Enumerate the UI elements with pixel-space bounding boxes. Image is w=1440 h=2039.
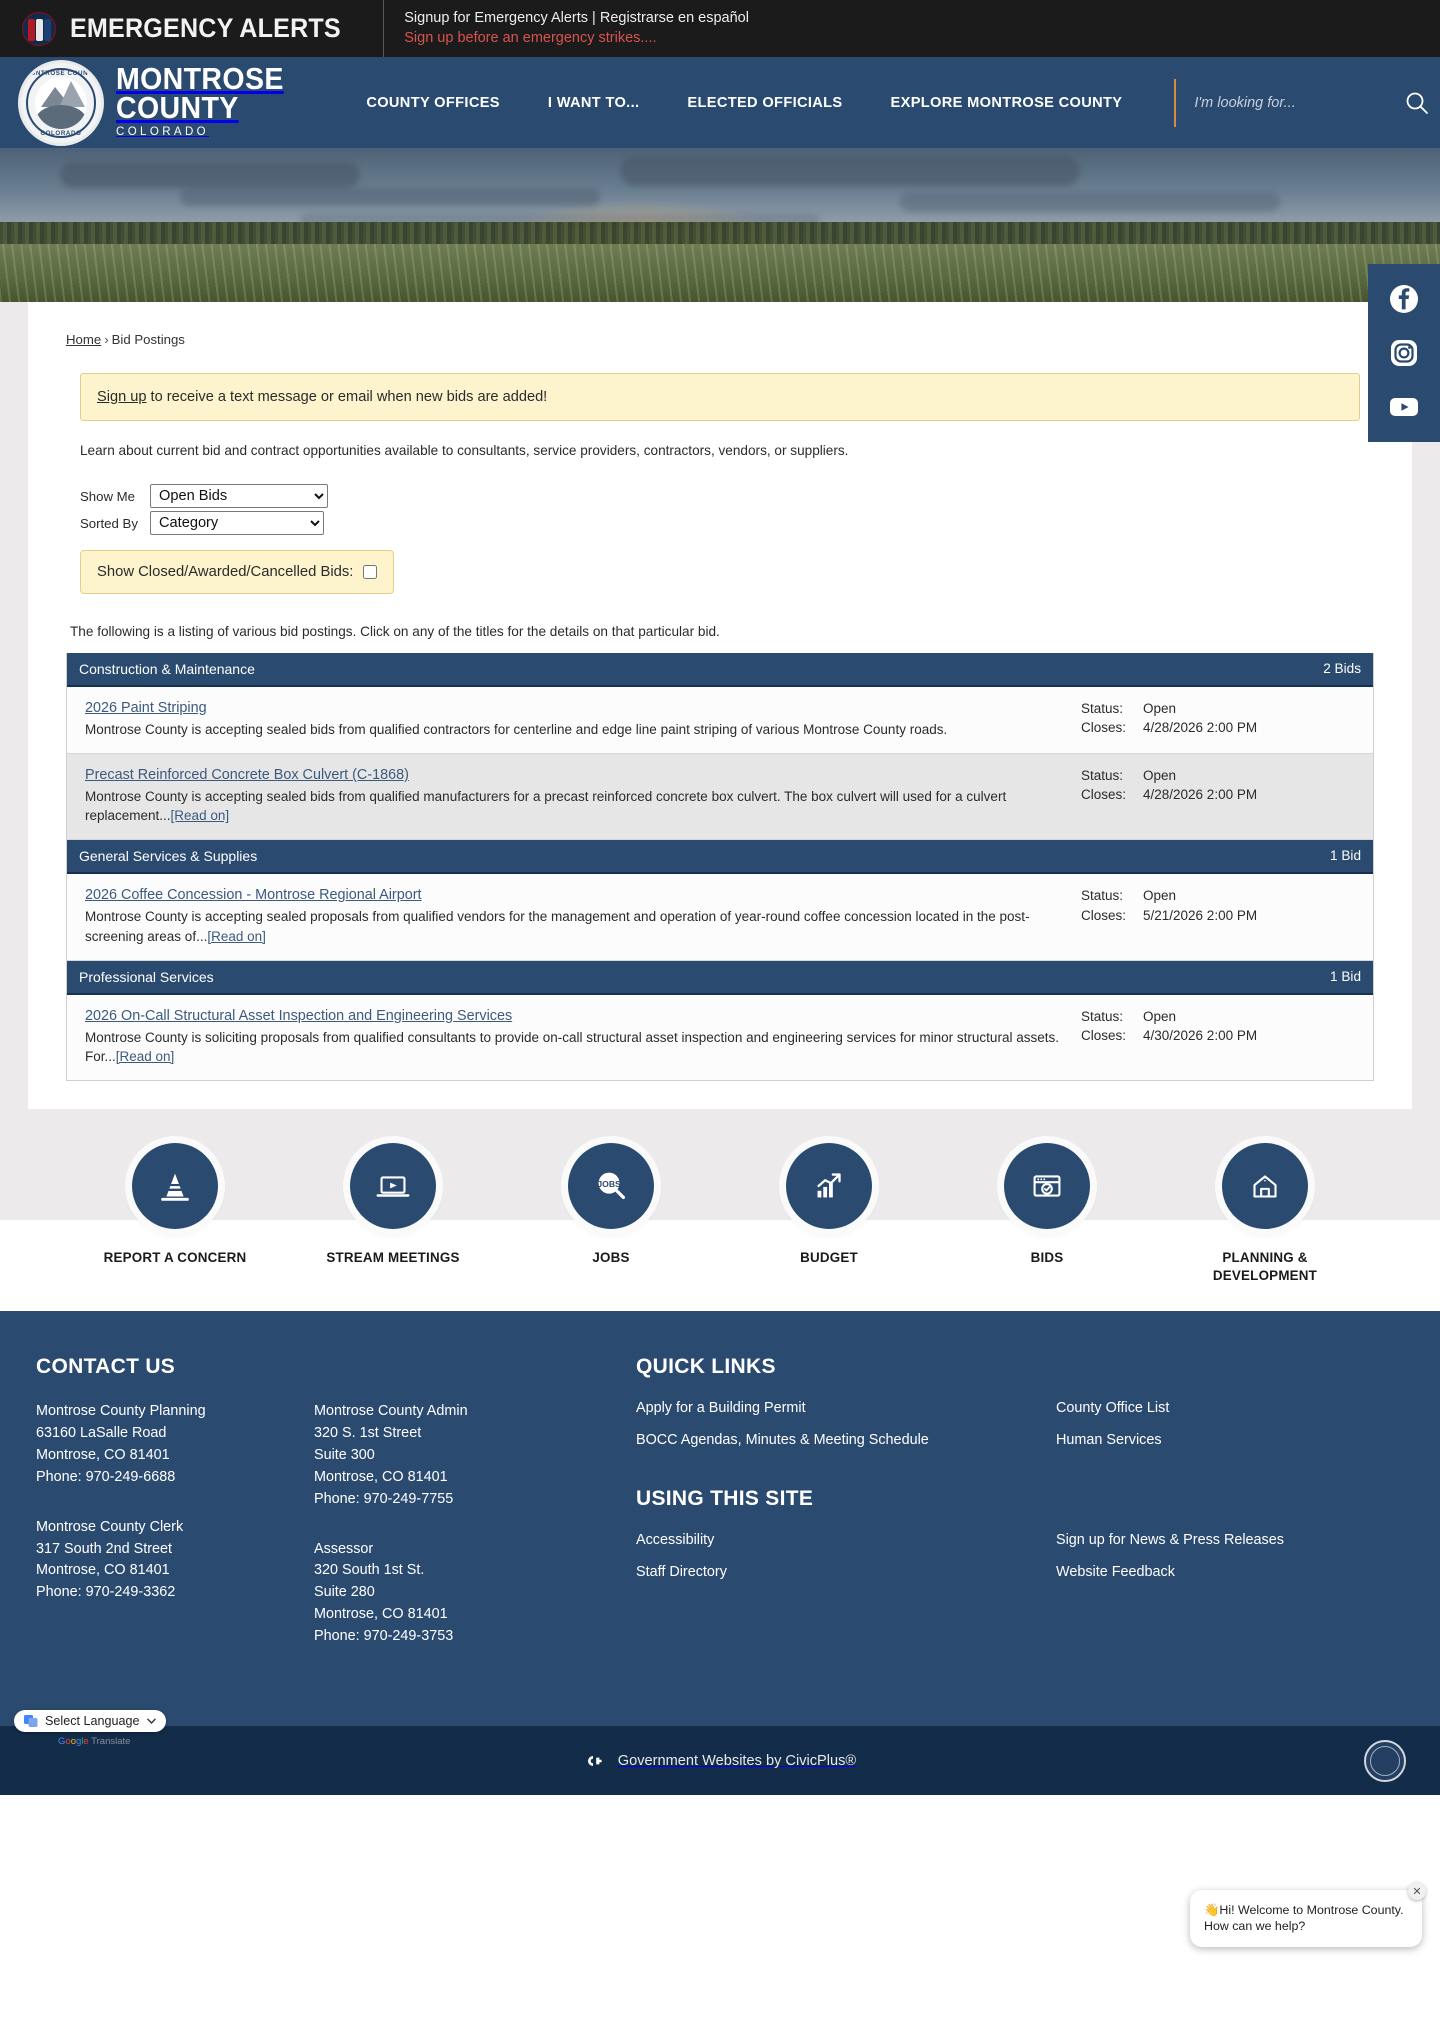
status-label: Status: [1081, 1008, 1124, 1024]
bid-category-name: Construction & Maintenance [79, 661, 255, 677]
quicklink-planning-development[interactable] [1180, 1143, 1350, 1285]
bid-meta [1081, 766, 1359, 825]
bid-meta-values [1143, 886, 1359, 945]
search-icon[interactable] [1404, 90, 1430, 116]
nav-item-county-offices[interactable]: COUNTY OFFICES [366, 94, 500, 111]
status-badge: Open [1143, 888, 1177, 904]
laptop-play-icon [350, 1143, 436, 1229]
footer-usingsite-col-right [1056, 1533, 1416, 1597]
contact-line: Suite 300 [314, 1446, 375, 1463]
svg-text:JOBS: JOBS [597, 1179, 621, 1190]
google-translate-widget [14, 1710, 166, 1747]
page-background [0, 302, 1440, 1109]
bid-category-count: 1 Bid [1330, 968, 1361, 984]
bar-chart-arrow-icon [786, 1143, 872, 1229]
select-language-label: Select Language [45, 1714, 140, 1728]
contact-line: Montrose, CO 81401 [36, 1446, 170, 1463]
footer-link-staff-directory[interactable]: Staff Directory [636, 1563, 727, 1580]
quicklink-label: STREAM MEETINGS [326, 1250, 460, 1266]
footer-usingsite-col-left [636, 1533, 1056, 1597]
signup-notice-link[interactable]: Sign up [97, 389, 147, 405]
contact-line: Montrose County Planning [36, 1403, 206, 1420]
show-closed-bids-label: Show Closed/Awarded/Cancelled Bids: [97, 564, 354, 580]
bid-meta-labels [1081, 699, 1143, 739]
closes-label: Closes: [1081, 907, 1127, 923]
contact-line: Montrose County Clerk [36, 1518, 184, 1535]
nav-item-i-want-to[interactable]: I WANT TO... [547, 94, 640, 111]
footer-link-accessibility[interactable]: Accessibility [636, 1531, 715, 1548]
footer-quicklinks-col-left [636, 1401, 1056, 1465]
status-label: Status: [1081, 888, 1124, 904]
bid-category-header [67, 653, 1373, 687]
quicklink-label: BIDS [1030, 1250, 1064, 1266]
bid-category-name: Professional Services [79, 968, 214, 985]
g-letter-1: G [58, 1736, 66, 1747]
emergency-alert-line-2 [404, 29, 749, 49]
footer-link-county-office-list[interactable]: County Office List [1056, 1400, 1170, 1417]
civicplus-credit-text: Government Websites by CivicPlus® [617, 1752, 857, 1769]
bid-meta-values [1143, 1007, 1359, 1066]
closes-value: 4/30/2026 2:00 PM [1143, 1027, 1258, 1043]
closes-value: 5/21/2026 2:00 PM [1143, 907, 1258, 923]
contact-phone: Phone: 970-249-6688 [36, 1468, 176, 1485]
social-media-rail [1368, 264, 1440, 442]
quicklink-bids[interactable] [962, 1143, 1132, 1285]
bid-main [85, 886, 1081, 945]
read-on-link[interactable]: [Read on] [170, 808, 230, 824]
bid-category-header [67, 961, 1373, 995]
contact-line: Assessor [314, 1540, 374, 1557]
footer-quicklinks-heading: QUICK LINKS [636, 1355, 776, 1379]
breadcrumb [66, 332, 1374, 347]
bid-description-text: Montrose County is soliciting proposals from qualified consultants to provide on-call structural asset inspection and engineering services for minor structural assets. For... [85, 1029, 1059, 1064]
civicplus-credit-link[interactable] [584, 1753, 856, 1769]
footer-link-website-feedback[interactable]: Website Feedback [1056, 1563, 1175, 1580]
contact-line: 63160 LaSalle Road [36, 1424, 167, 1441]
breadcrumb-home-link[interactable]: Home [66, 332, 102, 347]
read-on-link[interactable]: [Read on] [207, 928, 266, 944]
chevron-down-icon [147, 1718, 156, 1724]
status-label: Status: [1081, 701, 1124, 716]
table-row[interactable] [67, 754, 1373, 840]
quicklink-budget[interactable] [744, 1143, 914, 1285]
wordmark-line-3: COLORADO [116, 126, 210, 139]
quicklink-label: BUDGET [800, 1250, 858, 1266]
contact-phone: Phone: 970-249-3753 [314, 1628, 454, 1645]
bid-meta-labels [1081, 1007, 1143, 1066]
hero-banner-image [0, 148, 1440, 302]
breadcrumb-current: Bid Postings [111, 332, 185, 347]
closes-label: Closes: [1081, 787, 1127, 803]
footer-link-news-press-releases[interactable]: Sign up for News & Press Releases [1056, 1531, 1284, 1548]
content-card [28, 302, 1412, 1109]
footer-quicklinks-col-right [1056, 1401, 1416, 1465]
main-navigation [342, 61, 1146, 145]
table-row[interactable] [67, 995, 1373, 1080]
show-closed-bids-box [80, 550, 394, 594]
contact-phone: Phone: 970-249-3362 [36, 1584, 176, 1601]
translate-word: Translate [88, 1736, 131, 1747]
contact-line: 317 South 2nd Street [36, 1540, 173, 1557]
bid-title-link[interactable]: 2026 Paint Striping [85, 700, 207, 716]
bid-description [85, 1028, 1067, 1066]
g-letter-3: o [70, 1736, 76, 1747]
signup-notice-banner [80, 373, 1360, 421]
closes-value: 4/28/2026 2:00 PM [1143, 720, 1258, 736]
site-header [0, 57, 1440, 148]
site-search [1194, 90, 1430, 116]
contact-phone: Phone: 970-249-7755 [314, 1490, 454, 1507]
site-bottom-bar [0, 1714, 1440, 1795]
bid-description-text: Montrose County is accepting sealed bids from qualified manufacturers for a precast reinforced concrete box culvert. The box culvert will used for a culvert replacement... [85, 789, 1007, 824]
footer-link-bocc-agendas[interactable]: BOCC Agendas, Minutes & Meeting Schedule [636, 1431, 929, 1448]
contact-line: Montrose County Admin [314, 1403, 468, 1420]
seal-top-text: MONTROSE COUNTY [24, 69, 98, 77]
bid-description-text: Montrose County is accepting sealed proposals from qualified vendors for the management and operation of year-round coffee concession located in the post-screening areas of... [85, 909, 1030, 944]
chat-welcome-message[interactable]: 👋Hi! Welcome to Montrose County. How can we help? [1190, 1890, 1422, 1947]
contact-line: Suite 280 [314, 1584, 375, 1601]
footer-contact-block-clerk [36, 1517, 314, 1605]
contact-line: Montrose, CO 81401 [314, 1606, 448, 1623]
google-translate-credit [14, 1736, 166, 1747]
chat-widget [1190, 1885, 1422, 1947]
sorted-by-select[interactable] [150, 511, 324, 535]
registrarse-espanol-link[interactable]: Registrarse en español [599, 10, 749, 26]
wordmark-line-1: MONTROSE [116, 61, 284, 97]
emergency-alert-title: EMERGENCY ALERTS [70, 13, 341, 43]
site-logo-link[interactable] [18, 60, 298, 146]
footer-contact-heading: CONTACT US [36, 1355, 176, 1379]
show-closed-bids-checkbox[interactable] [363, 565, 377, 579]
quicklink-label: REPORT A CONCERN [103, 1250, 247, 1266]
footer-contact-section [36, 1355, 636, 1676]
contact-line: Montrose, CO 81401 [314, 1468, 448, 1485]
status-badge: Open [1143, 1008, 1177, 1024]
sorted-by-row [80, 511, 1374, 535]
quicklink-jobs[interactable] [526, 1143, 696, 1285]
bid-title-link[interactable]: 2026 Coffee Concession - Montrose Regional Airport [85, 887, 422, 904]
g-letter-5: l [81, 1736, 84, 1747]
show-me-row [80, 484, 1374, 508]
contact-line: 320 S. 1st Street [314, 1424, 422, 1441]
closes-value: 4/28/2026 2:00 PM [1143, 787, 1258, 803]
status-badge: Open [1143, 701, 1177, 716]
bid-category-count: 2 Bids [1323, 661, 1361, 676]
bid-category-header [67, 840, 1373, 874]
contact-line: 320 South 1st St. [314, 1562, 425, 1579]
signup-emergency-alerts-link[interactable]: Signup for Emergency Alerts [404, 10, 589, 26]
house-blueprint-icon [1222, 1143, 1308, 1229]
close-icon[interactable]: ✕ [1408, 1882, 1426, 1900]
bid-description-text: Montrose County is accepting sealed bids from qualified contractors for centerline and edge line paint striping of various Montrose County roads. [85, 722, 948, 737]
footer-contact-block-planning [36, 1401, 314, 1489]
bid-listing-table [66, 653, 1374, 1081]
nav-item-explore-montrose-county[interactable]: EXPLORE MONTROSE COUNTY [890, 94, 1123, 111]
status-label: Status: [1081, 768, 1124, 784]
footer-links-section [636, 1355, 1420, 1676]
bid-listing-note: The following is a listing of various bid postings. Click on any of the titles for the details on that particular bid. [70, 624, 720, 639]
instagram-icon[interactable] [1385, 334, 1423, 372]
footer-contact-block-admin [314, 1401, 592, 1510]
closes-label: Closes: [1081, 1027, 1127, 1043]
emergency-alert-messages [384, 0, 749, 57]
quicklink-label: PLANNING & DEVELOPMENT [1212, 1250, 1318, 1284]
bid-main [85, 699, 1081, 739]
search-input[interactable] [1194, 95, 1344, 111]
contact-line: Montrose, CO 81401 [36, 1562, 170, 1579]
bid-main [85, 766, 1081, 825]
emergency-alert-badge-icon [22, 12, 56, 46]
bid-title-link[interactable]: Precast Reinforced Concrete Box Culvert (C-1868) [85, 767, 409, 784]
bid-category-name: General Services & Supplies [79, 848, 258, 865]
g-letter-2: o [65, 1736, 71, 1747]
bid-meta-values [1143, 766, 1359, 825]
quicklink-label: JOBS [592, 1250, 630, 1266]
bid-meta-labels [1081, 886, 1143, 945]
county-seal-icon [18, 60, 104, 146]
footer-usingsite-heading: USING THIS SITE [636, 1486, 814, 1510]
bid-description [85, 907, 1067, 945]
closes-label: Closes: [1081, 720, 1127, 736]
select-language-dropdown[interactable] [14, 1710, 166, 1732]
show-me-label: Show Me [80, 488, 135, 504]
show-me-select[interactable] [150, 484, 328, 508]
translate-icon [24, 1714, 38, 1728]
traffic-cone-icon [132, 1143, 218, 1229]
quicklink-stream-meetings[interactable] [308, 1143, 478, 1285]
status-badge: Open [1143, 768, 1177, 784]
emergency-strikes-link[interactable]: Sign up before an emergency strikes.... [404, 29, 657, 46]
emergency-alert-line-1 [404, 9, 749, 29]
page-intro-text: Learn about current bid and contract opportunities available to consultants, service providers, contractors, vendors, or suppliers. [80, 443, 849, 458]
bid-meta-values [1143, 699, 1359, 739]
bid-main [85, 1007, 1081, 1066]
bid-title-link[interactable]: 2026 On-Call Structural Asset Inspection and Engineering Services [85, 1007, 513, 1024]
nav-divider [1174, 79, 1176, 127]
footer-link-building-permit[interactable]: Apply for a Building Permit [636, 1400, 806, 1417]
table-row[interactable] [67, 687, 1373, 754]
bid-filters [80, 484, 1374, 594]
read-on-link[interactable]: [Read on] [115, 1048, 175, 1064]
site-footer [0, 1311, 1440, 1726]
footer-contact-block-assessor [314, 1539, 592, 1648]
wordmark-line-2: COUNTY [116, 89, 239, 125]
site-wordmark [116, 61, 298, 140]
signup-notice-text: to receive a text message or email when new bids are added! [146, 389, 548, 405]
jobs-magnifier-icon [568, 1143, 654, 1229]
quicklink-report-a-concern[interactable] [90, 1143, 260, 1285]
emergency-alert-bar [0, 0, 1440, 57]
bid-meta [1081, 1007, 1359, 1066]
breadcrumb-separator: › [104, 332, 109, 347]
youtube-icon[interactable] [1385, 388, 1423, 426]
table-row[interactable] [67, 874, 1373, 960]
bid-meta [1081, 886, 1359, 945]
civicplus-logo-icon [584, 1753, 606, 1769]
nav-item-elected-officials[interactable]: ELECTED OFFICIALS [687, 94, 843, 111]
facebook-icon[interactable] [1385, 280, 1423, 318]
bid-meta [1081, 699, 1359, 739]
g-letter-6: e [83, 1736, 89, 1747]
seal-bottom-text: COLORADO [40, 129, 82, 137]
bid-description [85, 787, 1067, 825]
alert-separator: | [588, 10, 600, 26]
browser-check-icon [1004, 1143, 1090, 1229]
sorted-by-label: Sorted By [80, 515, 138, 531]
footer-county-seal-icon [1364, 1740, 1406, 1782]
bid-meta-labels [1081, 766, 1143, 825]
footer-link-human-services[interactable]: Human Services [1056, 1431, 1162, 1448]
quick-links-icon-bar [0, 1109, 1440, 1311]
emergency-alert-brand [0, 0, 384, 57]
g-letter-4: g [75, 1736, 82, 1747]
bid-description [85, 720, 1067, 739]
bid-category-count: 1 Bid [1330, 848, 1361, 864]
